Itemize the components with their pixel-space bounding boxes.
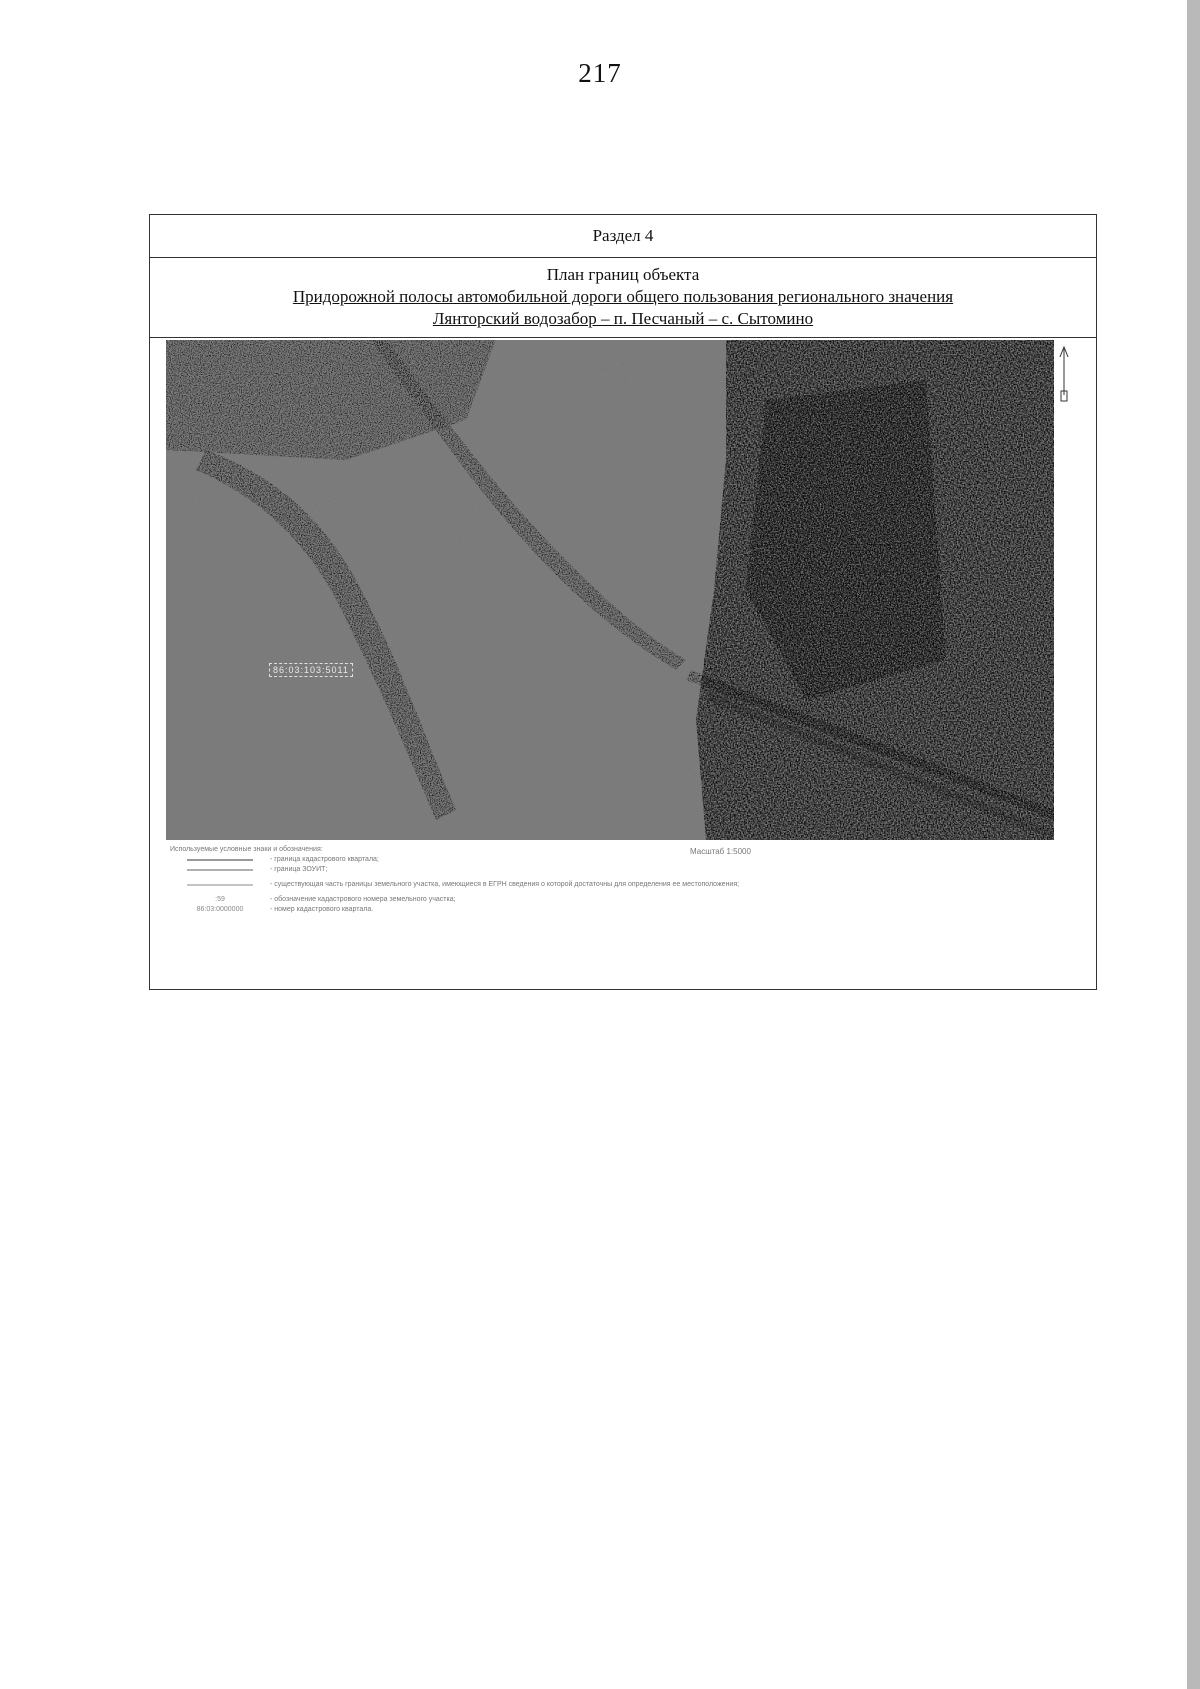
map-side-margin: [1054, 340, 1074, 840]
legend-item: [170, 855, 1030, 865]
map-scale: Масштаб 1:5000: [690, 847, 751, 856]
legend-item-text: - обозначение кадастрового номера земельного участка;: [270, 896, 456, 903]
plan-title-line2: Придорожной полосы автомобильной дороги общего пользования регионального значения: [292, 287, 954, 306]
parcel-label: 86:03:103:5011: [269, 663, 353, 677]
legend-item-text: - номер кадастрового квартала.: [270, 906, 374, 913]
map-imagery: [166, 340, 1054, 840]
legend-item-text: - граница кадастрового квартала;: [270, 856, 379, 863]
plan-title-line3: Лянторский водозабор – п. Песчаный – с. Сытомино: [432, 309, 814, 328]
legend-item-text: - существующая часть границы земельного участка, имеющиеся в ЕГРН сведения о которой достаточны для определения ее местоположения;: [270, 881, 740, 888]
legend-item: [170, 905, 1030, 915]
section-heading: Раздел 4: [150, 215, 1096, 258]
legend-title: Используемые условные знаки и обозначения:: [170, 846, 323, 853]
legend-item: [170, 875, 1030, 895]
legend-text-symbol: 86:03:0000000: [196, 906, 244, 913]
legend-item: [170, 865, 1030, 875]
legend-line-symbol: [187, 884, 253, 886]
scan-edge-strip: [1187, 0, 1200, 1689]
plan-title-line1: План границ объекта: [546, 265, 700, 284]
legend-item-text: - граница ЗОУИТ;: [270, 866, 328, 873]
legend-line-symbol: [187, 859, 253, 861]
legend-line-symbol: [187, 869, 253, 871]
plan-title: [150, 258, 1096, 338]
legend-text-symbol: :59: [215, 896, 225, 903]
legend-item: [170, 895, 1030, 905]
document-frame: [149, 214, 1097, 990]
north-arrow: [1055, 343, 1073, 413]
page-number: 217: [578, 58, 622, 88]
aerial-map: [166, 340, 1054, 840]
north-arrow-icon: [1055, 343, 1073, 413]
map-legend: [170, 845, 1030, 915]
